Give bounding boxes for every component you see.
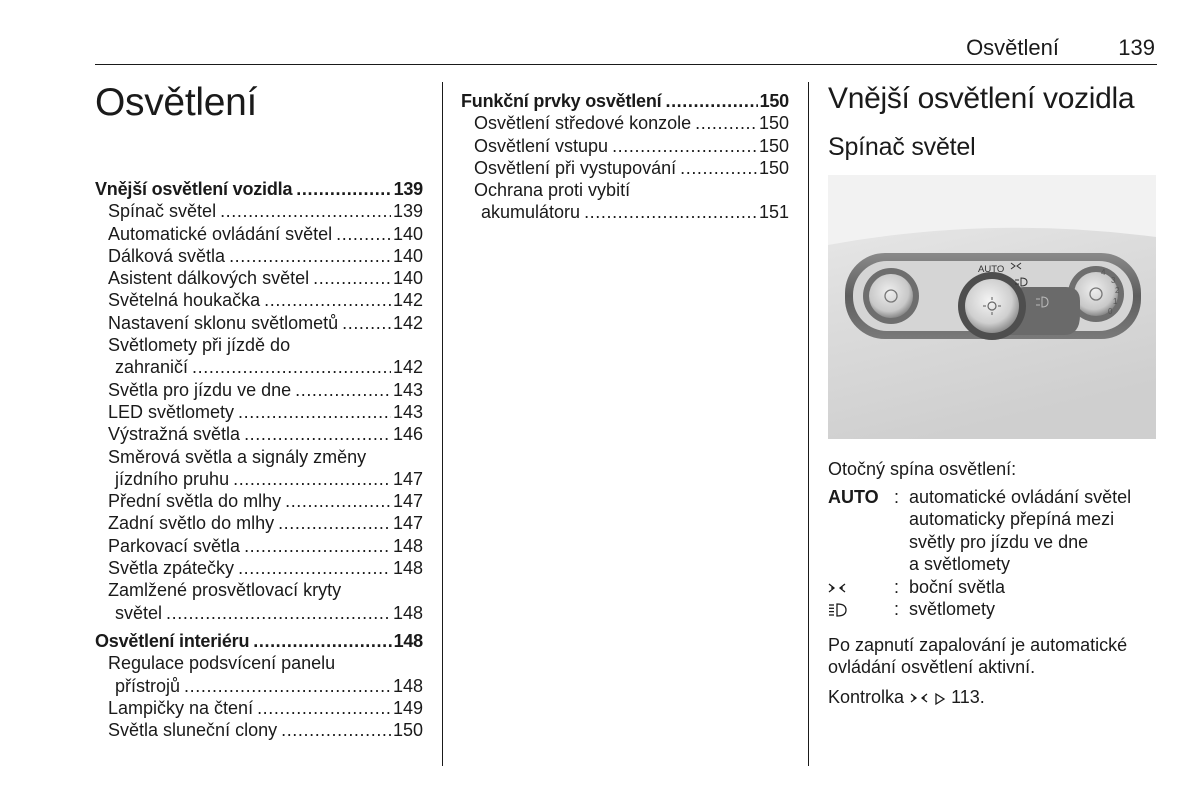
toc-entry-page: 147 [392, 468, 423, 489]
toc-entry-title: Funkční prvky osvětlení [461, 91, 662, 111]
toc-entry[interactable] [95, 490, 423, 512]
toc-dot-leader [278, 512, 391, 534]
definition-description [909, 486, 1158, 576]
table-of-contents-middle [461, 90, 789, 224]
toc-dot-leader [342, 312, 391, 334]
toc-entry-title: Světelná houkačka [108, 290, 261, 311]
toc-entry-title: Ochrana proti vybití [474, 180, 631, 201]
toc-dot-leader [238, 557, 391, 579]
toc-entry[interactable] [95, 312, 423, 334]
toc-dot-leader [184, 675, 391, 697]
toc-entry-title: světel [115, 602, 163, 623]
toc-section-entry[interactable] [461, 90, 789, 112]
light-switch-knob [965, 279, 1019, 333]
toc-entry[interactable] [95, 557, 423, 579]
scale-0: 0 [1108, 307, 1113, 316]
table-of-contents-left [95, 178, 423, 741]
toc-dot-leader [229, 245, 391, 267]
toc-dot-leader [313, 267, 391, 289]
definition-description [909, 576, 1158, 598]
toc-entry-title: Automatické ovládání světel [108, 223, 333, 244]
definition-side-light [828, 576, 1158, 598]
toc-dot-leader [612, 135, 757, 157]
toc-dot-leader [220, 200, 391, 222]
toc-dot-leader [244, 423, 391, 445]
toc-dot-leader [336, 223, 391, 245]
toc-entry[interactable] [95, 267, 423, 289]
definition-auto [828, 486, 1158, 576]
toc-entry-page: 139 [392, 201, 423, 222]
toc-entry-page: 150 [758, 113, 789, 134]
toc-entry-title: Nastavení sklonu světlometů [108, 312, 339, 333]
toc-entry [95, 579, 423, 601]
toc-section-entry[interactable] [95, 630, 423, 652]
toc-entry-title: jízdního pruhu [115, 468, 230, 489]
toc-entry [461, 179, 789, 201]
toc-dot-leader [695, 112, 757, 134]
toc-entry[interactable] [461, 112, 789, 134]
running-title: Osvětlení [966, 35, 1059, 60]
toc-entry-page: 147 [392, 491, 423, 512]
toc-dot-leader [253, 630, 391, 652]
toc-entry [95, 652, 423, 674]
toc-dot-leader [166, 602, 391, 624]
toc-entry[interactable] [95, 512, 423, 534]
toc-dot-leader [264, 289, 391, 311]
toc-dot-leader [257, 697, 391, 719]
section-title: Vnější osvětlení vozidla [828, 82, 1135, 115]
toc-entry[interactable] [95, 468, 423, 490]
toc-entry-page: 140 [392, 245, 423, 266]
toc-dot-leader [233, 468, 391, 490]
toc-entry-page: 150 [758, 157, 789, 178]
toc-entry-page: 148 [392, 602, 423, 623]
toc-entry-page: 143 [392, 401, 423, 422]
definition-separator: : [894, 576, 900, 597]
toc-dot-leader [238, 401, 391, 423]
scale-2: 2 [1115, 286, 1120, 295]
side-light-icon [828, 576, 894, 598]
scale-1: 1 [1113, 297, 1118, 306]
definition-separator: : [894, 487, 900, 507]
toc-entry-page: 148 [392, 675, 423, 696]
toc-entry-title: Regulace podsvícení panelu [108, 653, 336, 674]
toc-entry-page: 140 [392, 223, 423, 244]
definition-line: světly pro jízdu ve dne [909, 531, 1089, 552]
toc-entry[interactable] [95, 289, 423, 311]
toc-entry-page: 143 [392, 379, 423, 400]
page-header [95, 34, 1157, 65]
toc-entry-page: 142 [392, 290, 423, 311]
toc-dot-leader [296, 178, 391, 200]
scale-4: 4 [1101, 268, 1106, 277]
scale-3: 3 [1111, 276, 1116, 285]
toc-entry-title: Přední světla do mlhy [108, 491, 282, 512]
toc-entry[interactable] [95, 401, 423, 423]
toc-entry[interactable] [461, 201, 789, 223]
toc-entry-page: 148 [392, 558, 423, 579]
page-reference-arrow-icon [934, 692, 946, 706]
toc-dot-leader [285, 490, 391, 512]
toc-dot-leader [244, 535, 391, 557]
toc-entry-page: 148 [393, 630, 423, 651]
toc-entry[interactable] [95, 697, 423, 719]
toc-entry[interactable] [461, 157, 789, 179]
toc-entry-title: Světlomety při jízdě do [108, 335, 291, 356]
definition-separator: : [894, 599, 900, 620]
subsection-title: Spínač světel [828, 133, 976, 161]
light-switch-figure [828, 175, 1156, 439]
toc-entry-title: akumulátoru [481, 202, 581, 223]
toc-entry-title: Osvětlení vstupu [474, 135, 609, 156]
side-light-indicator-icon [909, 690, 929, 706]
chapter-title: Osvětlení [95, 81, 258, 124]
toc-entry-title: Světla sluneční clony [108, 720, 278, 741]
paragraph-line: ovládání osvětlení aktivní. [828, 657, 1036, 678]
toc-entry-page: 146 [392, 424, 423, 445]
paragraph-auto-activation [828, 634, 1127, 679]
toc-entry-page: 150 [758, 135, 789, 156]
toc-entry[interactable] [95, 719, 423, 741]
auto-label: AUTO [978, 264, 1005, 275]
paragraph-indicator-reference [828, 686, 985, 708]
toc-dot-leader [281, 719, 391, 741]
left-knob [869, 274, 913, 318]
toc-dot-leader [192, 356, 391, 378]
toc-entry-title: Světla pro jízdu ve dne [108, 379, 292, 400]
toc-dot-leader [665, 90, 757, 112]
definition-line: a světlomety [909, 554, 1011, 575]
toc-entry-page: 150 [759, 91, 789, 111]
toc-entry-page: 151 [758, 202, 789, 223]
toc-entry [95, 446, 423, 468]
definition-line: boční světla [909, 576, 1006, 597]
toc-entry-title: Zadní světlo do mlhy [108, 513, 275, 534]
toc-entry-title: Výstražná světla [108, 424, 241, 445]
toc-entry-title: Světla zpátečky [108, 558, 235, 579]
toc-entry-title: LED světlomety [108, 401, 235, 422]
indicator-page-reference[interactable]: 113. [951, 687, 985, 707]
intro-text: Otočný spína osvětlení: [828, 459, 1017, 479]
toc-entry-title: Asistent dálkových světel [108, 268, 310, 289]
toc-dot-leader [680, 157, 757, 179]
toc-entry-title: zahraničí [115, 357, 189, 378]
toc-entry[interactable] [461, 135, 789, 157]
toc-entry[interactable] [95, 379, 423, 401]
definition-list [828, 486, 1158, 620]
toc-entry-page: 150 [392, 720, 423, 741]
toc-entry-page: 149 [392, 697, 423, 718]
toc-entry [95, 334, 423, 356]
definition-line: automaticky přepíná mezi [909, 509, 1115, 530]
toc-entry-title: Vnější osvětlení vozidla [95, 179, 293, 199]
toc-entry[interactable] [95, 223, 423, 245]
toc-entry[interactable] [95, 356, 423, 378]
toc-entry-title: Osvětlení při vystupování [474, 157, 677, 178]
column-divider-right [808, 82, 809, 766]
toc-entry-title: Dálková světla [108, 245, 226, 266]
toc-entry[interactable] [95, 535, 423, 557]
toc-entry-title: Osvětlení interiéru [95, 630, 250, 651]
column-divider-left [442, 82, 443, 766]
toc-entry[interactable] [95, 675, 423, 697]
toc-entry[interactable] [95, 245, 423, 267]
toc-entry-title: Parkovací světla [108, 535, 241, 556]
toc-entry-page: 142 [392, 312, 423, 333]
definition-line: světlomety [909, 599, 996, 620]
toc-entry[interactable] [95, 423, 423, 445]
toc-entry-page: 147 [392, 513, 423, 534]
toc-entry[interactable] [95, 200, 423, 222]
toc-section-entry[interactable] [95, 178, 423, 200]
paragraph-line: Po zapnutí zapalování je automatické [828, 635, 1128, 655]
toc-entry-title: Osvětlení středové konzole [474, 113, 692, 134]
toc-entry[interactable] [95, 602, 423, 624]
toc-dot-leader [295, 379, 391, 401]
toc-entry-title: Lampičky na čtení [108, 697, 254, 718]
toc-entry-page: 142 [392, 357, 423, 378]
definition-term: AUTO [828, 487, 879, 507]
toc-dot-leader [584, 201, 757, 223]
toc-entry-page: 139 [393, 179, 423, 199]
toc-entry-title: Zamlžené prosvětlovací kryty [108, 580, 342, 601]
page-number: 139 [1118, 35, 1155, 60]
toc-entry-title: Směrová světla a signály změny [108, 446, 367, 467]
definition-line: automatické ovládání světel [909, 487, 1132, 507]
headlight-icon [828, 598, 894, 620]
toc-entry-page: 148 [392, 535, 423, 556]
toc-entry-title: Spínač světel [108, 201, 217, 222]
toc-entry-title: přístrojů [115, 675, 181, 696]
definition-headlight [828, 598, 1158, 620]
definition-description [909, 598, 1158, 620]
toc-entry-page: 140 [392, 268, 423, 289]
indicator-label: Kontrolka [828, 687, 905, 707]
